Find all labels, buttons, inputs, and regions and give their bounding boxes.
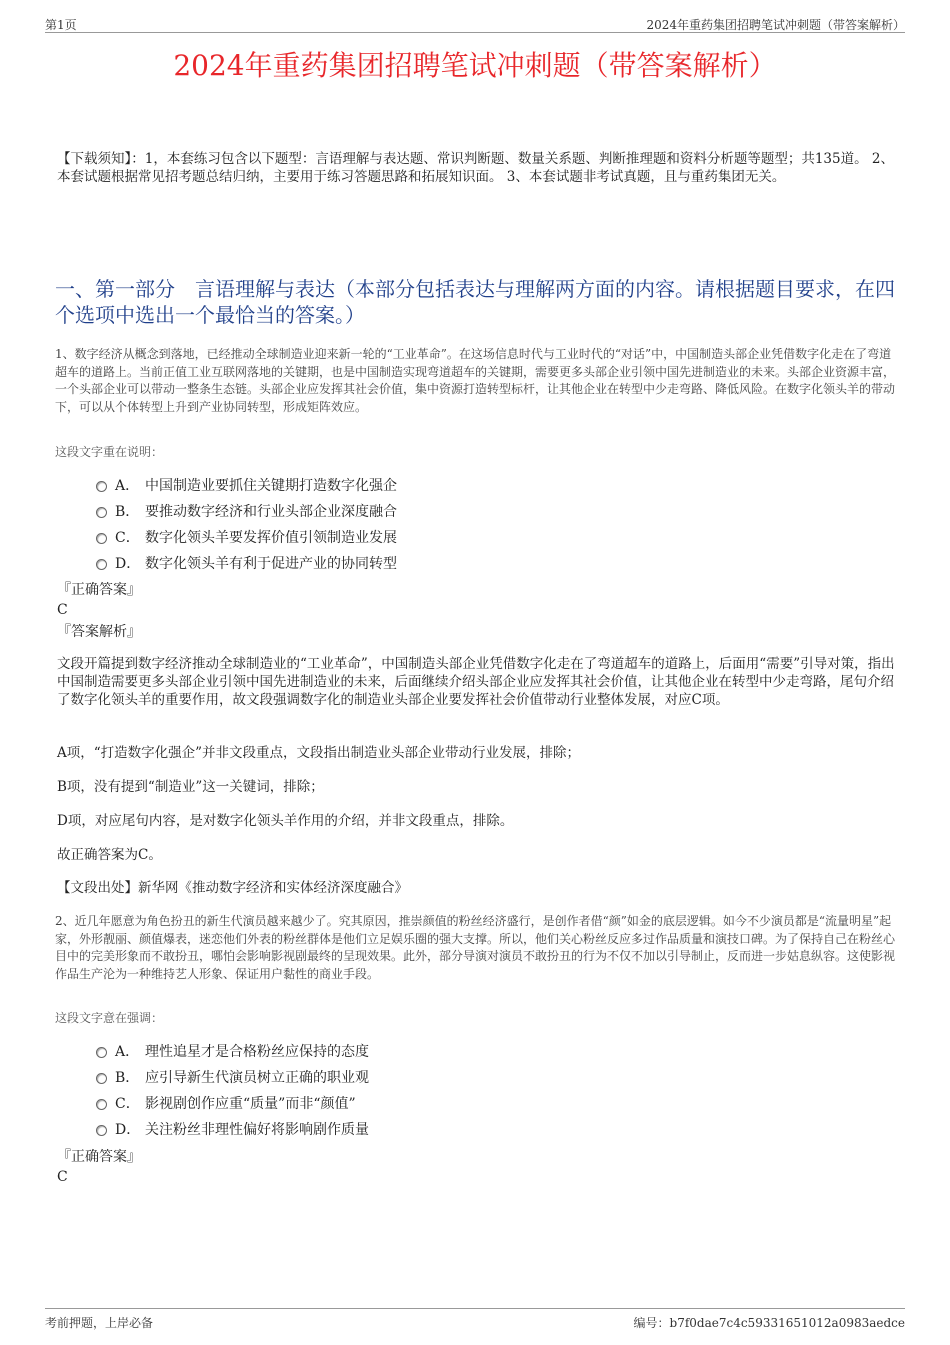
radio-icon[interactable] xyxy=(96,481,107,492)
page-header xyxy=(45,14,905,33)
page-footer xyxy=(45,1308,905,1331)
option-b[interactable]: B． 要推动数字经济和行业头部企业深度融合 xyxy=(96,498,596,524)
option-c[interactable]: C． 影视剧创作应重“质量”而非“颜值” xyxy=(96,1090,596,1116)
analysis-option-b: B项，没有提到“制造业”这一关键词，排除； xyxy=(57,779,324,795)
answer-value: C xyxy=(57,1169,68,1185)
source-citation: 【文段出处】新华网《推动数字经济和实体经济深度融合》 xyxy=(57,880,408,896)
question-1-prompt: 这段文字重在说明： xyxy=(55,445,164,459)
download-notice: 【下载须知】：1，本套练习包含以下题型：言语理解与表达题、常识判断题、数量关系题、判断推理题和资料分析题等题型；共135道。 2、本套试题根据常见招考题总结归纳，主要用于练习答题思路和拓展知识面。 3、本套试题非考试真题，且与重药集团无关。 xyxy=(57,151,894,185)
radio-icon[interactable] xyxy=(96,507,107,518)
analysis-option-a: A项，“打造数字化强企”并非文段重点，文段指出制造业头部企业带动行业发展，排除； xyxy=(57,745,581,761)
option-d[interactable]: D． 关注粉丝非理性偏好将影响剧作质量 xyxy=(96,1116,596,1142)
header-doc-title: 2024年重药集团招聘笔试冲刺题（带答案解析） xyxy=(646,18,905,32)
radio-icon[interactable] xyxy=(96,1073,107,1084)
radio-icon[interactable] xyxy=(96,1047,107,1058)
option-b[interactable]: B． 应引导新生代演员树立正确的职业观 xyxy=(96,1064,596,1090)
answer-value: C xyxy=(57,602,68,618)
radio-icon[interactable] xyxy=(96,1099,107,1110)
analysis-option-d: D项，对应尾句内容，是对数字化领头羊作用的介绍，并非文段重点，排除。 xyxy=(57,813,514,829)
option-c[interactable]: C． 数字化领头羊要发挥价值引领制造业发展 xyxy=(96,524,596,550)
radio-icon[interactable] xyxy=(96,533,107,544)
option-a[interactable]: A． 中国制造业要抓住关键期打造数字化强企 xyxy=(96,472,596,498)
analysis-label: 『答案解析』 xyxy=(57,624,141,640)
section-heading: 一、第一部分 言语理解与表达（本部分包括表达与理解两方面的内容。请根据题目要求，在四个选项中选出一个最恰当的答案。） xyxy=(55,277,895,327)
question-2-text: 2、近几年愿意为角色扮丑的新生代演员越来越少了。究其原因，推崇颜值的粉丝经济盛行，是创作者借“颜”如金的底层逻辑。如今不少演员都是“流量明星”起家，外形靓丽、颜值爆表，迷恋他们外表的粉丝群体是他们立足娱乐圈的强大支撑。所以，他们关心粉丝反应多过作品质量和演技口碑。为了保持自己在粉丝心目中的完美形象而不敢扮丑，哪怕会影响影视剧最终的呈现效果。此外，部分导演对演员不敢扮丑的行为不仅不加以引导制止，反而进一步姑息纵容。这使影视作品生产沦为一种维持艺人形象、保证用户黏性的商业手段。 xyxy=(55,914,896,981)
page-title: 2024年重药集团招聘笔试冲刺题（带答案解析） xyxy=(173,49,777,82)
question-1-text: 1、数字经济从概念到落地，已经推动全球制造业迎来新一轮的“工业革命”。在这场信息时代与工业时代的“对话”中，中国制造头部企业凭借数字化走在了弯道超车的道路上。当前正值工业互联网落地的关键期，也是中国制造实现弯道超车的关键期，需要更多头部企业引领中国先进制造业的未来。头部企业资源丰富，一个头部企业可以带动一整条生态链。头部企业应发挥其社会价值，集中资源打造转型标杆，让其他企业在转型中少走弯路、降低风险。在数字化领头羊的带动下，可以从个体转型上升到产业协同转型，形成矩阵效应。 xyxy=(55,347,896,414)
question-2-prompt: 这段文字意在强调： xyxy=(55,1011,164,1025)
option-a[interactable]: A． 理性追星才是合格粉丝应保持的态度 xyxy=(96,1038,596,1064)
option-d[interactable]: D． 数字化领头羊有利于促进产业的协同转型 xyxy=(96,550,596,576)
analysis-paragraph: 文段开篇提到数字经济推动全球制造业的“工业革命”，中国制造头部企业凭借数字化走在了弯道超车的道路上，后面用“需要”引导对策，指出中国制造需要更多头部企业引领中国先进制造业的未来，后面继续介绍头部企业应发挥其社会价值，让其他企业在转型中少走弯路，尾句介绍了数字化领头羊的重要作用，故文段强调数字化的制造业头部企业要发挥社会价值带动行业整体发展，对应C项。 xyxy=(57,656,895,708)
radio-icon[interactable] xyxy=(96,1125,107,1136)
answer-label: 『正确答案』 xyxy=(57,582,141,598)
question-2-options xyxy=(96,1038,596,1142)
footer-slogan: 考前押题，上岸必备 xyxy=(45,1316,154,1330)
answer-label: 『正确答案』 xyxy=(57,1149,141,1165)
analysis-conclusion: 故正确答案为C。 xyxy=(57,847,162,863)
question-1-options xyxy=(96,472,596,576)
footer-serial: 编号：b7f0dae7c4c59331651012a0983aedce xyxy=(633,1316,905,1330)
radio-icon[interactable] xyxy=(96,559,107,570)
page-number: 第1页 xyxy=(45,18,77,32)
